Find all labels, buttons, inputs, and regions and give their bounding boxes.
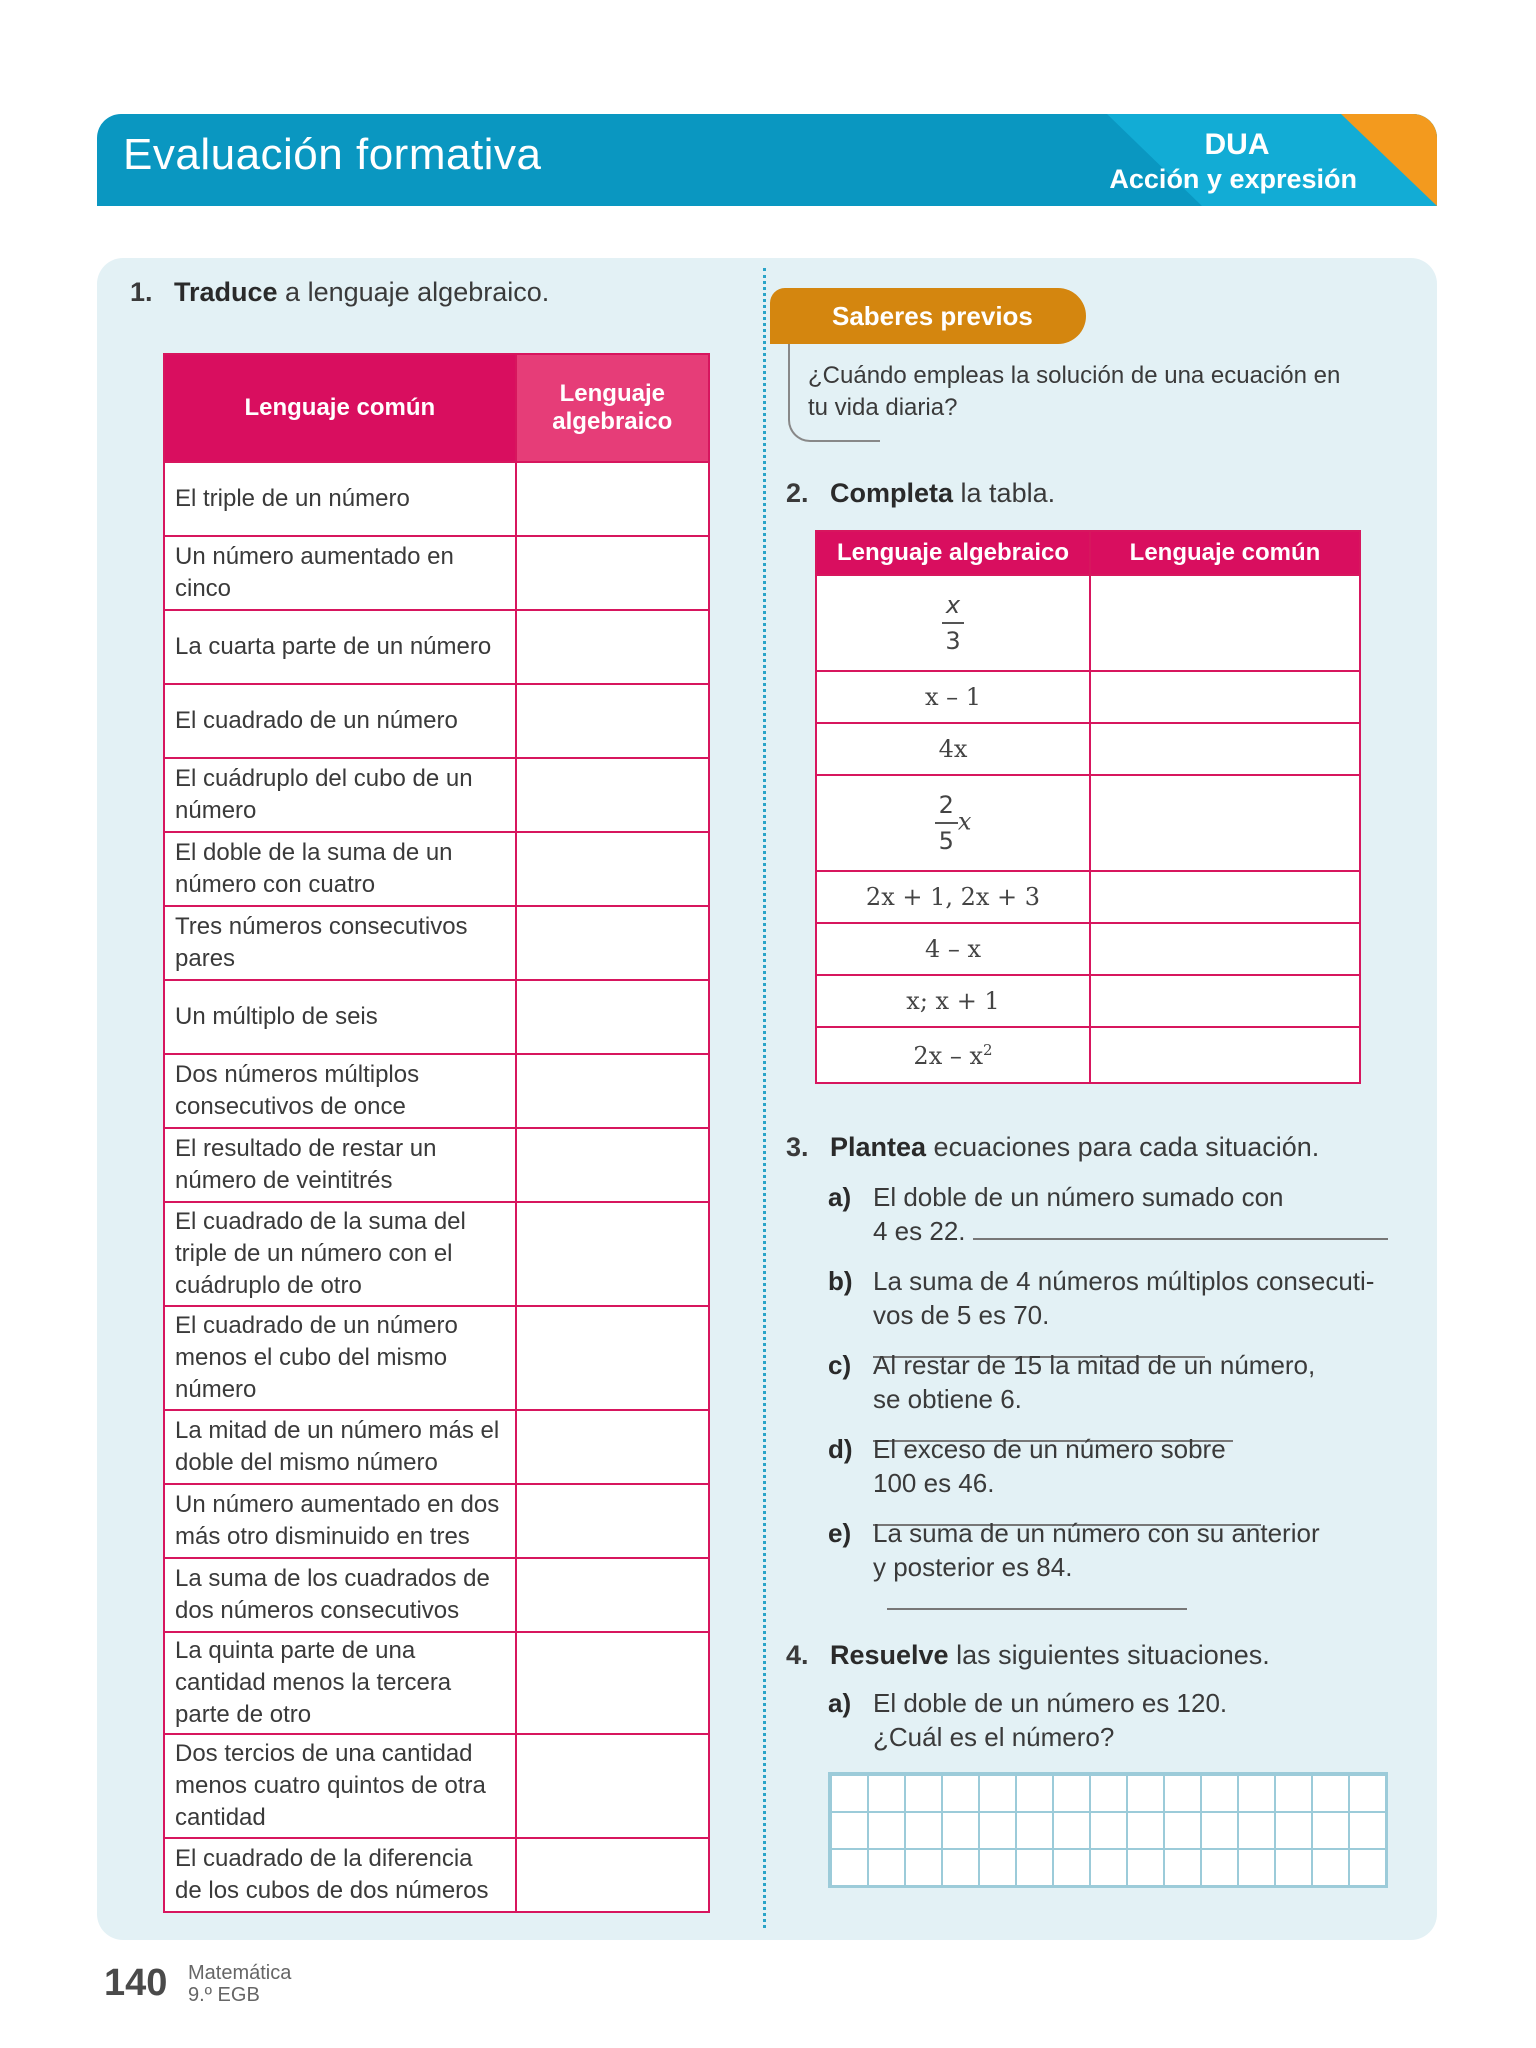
answer-cell[interactable] [516,980,709,1054]
grade-level: 9.º EGB [188,1984,260,2006]
item-text-line1: El doble de un número sumado con [873,1182,1284,1212]
answer-cell[interactable] [516,1838,709,1912]
q2-number: 2. [786,478,809,508]
answer-cell[interactable] [516,1558,709,1632]
table-row [816,575,1360,671]
row-label: La mitad de un número más el doble del mismo número [164,1410,516,1484]
table-row [164,610,709,684]
item-text-line2: vos de 5 es 70. [873,1300,1050,1330]
table-row [164,906,709,980]
row-label: El resultado de restar un número de veintitrés [164,1128,516,1202]
saberes-previos-label: Saberes previos [770,288,1086,344]
item-text-line2: y posterior es 84. [873,1552,1073,1582]
page-title: Evaluación formativa [123,130,542,179]
table-row [816,1027,1360,1083]
item-text-line2: 4 es 22. [873,1216,966,1246]
saberes-question: ¿Cuándo empleas la solución de una ecuación en tu vida diaria? [808,362,1341,421]
dua-badge-title: DUA [1204,128,1270,161]
item-text-line1: La suma de un número con su anterior [873,1518,1320,1548]
answer-cell[interactable] [516,1484,709,1558]
expression-cell: x; x + 1 [816,975,1090,1027]
table-row [816,975,1360,1027]
q1-col-header-common: Lenguaje común [164,354,516,462]
q2-table-header-row [816,531,1360,575]
answer-cell[interactable] [1090,775,1360,871]
q2-instruction: la tabla. [953,478,1056,508]
table-row [816,723,1360,775]
expression-cell [816,1027,1090,1083]
item-text-line1: El exceso de un número sobre [873,1434,1226,1464]
answer-cell[interactable] [1090,923,1360,975]
row-label: La cuarta parte de un número [164,610,516,684]
q2-col-header-common: Lenguaje común [1090,531,1360,575]
item-text-line1: La suma de 4 números múltiplos consecuti- [873,1266,1375,1296]
q2-verb: Completa [830,478,954,508]
table-row [816,775,1360,871]
table-row [816,871,1360,923]
row-label: Un número aumentado en cinco [164,536,516,610]
q3-number: 3. [786,1132,809,1162]
answer-line[interactable] [887,1586,1187,1610]
row-label: El cuadrado de un número [164,684,516,758]
table-row [164,1734,709,1838]
item-text-line1: Al restar de 15 la mitad de un número, [873,1350,1316,1380]
answer-cell[interactable] [516,906,709,980]
row-label: La quinta parte de una cantidad menos la tercera parte de otro [164,1632,516,1734]
answer-grid[interactable] [828,1772,1388,1888]
row-label: El cuadrado de la diferencia de los cubos de dos números [164,1838,516,1912]
answer-cell[interactable] [516,832,709,906]
answer-cell[interactable] [516,1202,709,1306]
answer-cell[interactable] [516,1128,709,1202]
table-row [164,1484,709,1558]
q1-instruction: a lenguaje algebraico. [277,277,550,307]
q1-heading [130,277,549,308]
row-label: El cuadrado de un número menos el cubo del mismo número [164,1306,516,1410]
item-letter: c) [828,1350,852,1380]
answer-cell[interactable] [516,1054,709,1128]
row-label: El cuadrado de la suma del triple de un número con el cuádruplo de otro [164,1202,516,1306]
answer-cell[interactable] [516,1410,709,1484]
table-row [164,1632,709,1734]
item-letter: a) [828,1182,852,1212]
footer-subject [188,1962,291,2006]
row-label: Dos tercios de una cantidad menos cuatro quintos de otra cantidad [164,1734,516,1838]
dua-badge-subtitle: Acción y expresión [1109,164,1357,194]
expression-cell [816,575,1090,671]
fraction-denominator: 5 [938,827,954,855]
q1-table-header-row [164,354,709,462]
table-row [164,1558,709,1632]
row-label: El doble de la suma de un número con cuatro [164,832,516,906]
table-row [164,1128,709,1202]
item-text-line2: ¿Cuál es el número? [873,1722,1115,1752]
item-text-line1: El doble de un número es 120. [873,1688,1228,1718]
table-row [164,832,709,906]
answer-cell[interactable] [1090,671,1360,723]
item-text-line2: 100 es 46. [873,1468,995,1498]
fraction-numerator: x [942,588,964,624]
q2-table [815,530,1361,1084]
expression-exponent: 2 [983,1040,993,1059]
q3-item-e [828,1516,1388,1618]
q4-verb: Resuelve [830,1640,949,1670]
expression-cell: 2x + 1, 2x + 3 [816,871,1090,923]
item-letter: b) [828,1266,853,1296]
expression-cell: x – 1 [816,671,1090,723]
subject-name: Matemática [188,1962,292,1984]
table-row [164,462,709,536]
q1-verb: Traduce [174,277,278,307]
q4-number: 4. [786,1640,809,1670]
page-number: 140 [104,1962,168,2004]
item-text-line2: se obtiene 6. [873,1384,1022,1414]
q3-verb: Plantea [830,1132,927,1162]
answer-cell[interactable] [516,758,709,832]
q3-item-a [828,1180,1388,1248]
row-label: El cuádruplo del cubo de un número [164,758,516,832]
table-row [164,684,709,758]
table-row [164,758,709,832]
q4-item-a [828,1686,1388,1754]
fraction-2-over-5 [935,788,958,858]
q3-instruction: ecuaciones para cada situación. [926,1132,1320,1162]
answer-cell[interactable] [516,462,709,536]
row-label: La suma de los cuadrados de dos números consecutivos [164,1558,516,1632]
table-row [164,1054,709,1128]
expression-base: 2x – x [913,1041,984,1070]
row-label: Un múltiplo de seis [164,980,516,1054]
item-letter: d) [828,1434,853,1464]
q1-col-header-algebraic: Lenguaje algebraico [516,354,709,462]
table-row [164,980,709,1054]
q2-col-header-algebraic: Lenguaje algebraico [816,531,1090,575]
q2-heading [786,478,1055,509]
table-row [164,1410,709,1484]
answer-cell[interactable] [516,1306,709,1410]
fraction-numerator: 2 [935,788,958,824]
answer-cell[interactable] [516,536,709,610]
table-row [816,671,1360,723]
expression-cell: 4 – x [816,923,1090,975]
answer-cell[interactable] [1090,975,1360,1027]
row-label: Un número aumentado en dos más otro disminuido en tres [164,1484,516,1558]
answer-cell[interactable] [516,1734,709,1838]
answer-cell[interactable] [1090,723,1360,775]
fraction-x-over-3 [942,588,964,658]
q3-heading [786,1132,1319,1163]
row-label: Tres números consecutivos pares [164,906,516,980]
fraction-denominator: 3 [945,627,961,655]
column-divider [763,268,766,1928]
row-label: Dos números múltiplos consecutivos de once [164,1054,516,1128]
q1-number: 1. [130,277,153,307]
answer-cell[interactable] [1090,575,1360,671]
answer-cell[interactable] [516,610,709,684]
row-label: El triple de un número [164,462,516,536]
header-banner [97,114,1437,206]
q4-instruction: las siguientes situaciones. [948,1640,1270,1670]
expression-cell: 4x [816,723,1090,775]
answer-cell[interactable] [1090,871,1360,923]
table-row [164,1202,709,1306]
item-letter: e) [828,1518,852,1548]
answer-cell[interactable] [1090,1027,1360,1083]
expression-cell [816,775,1090,871]
answer-cell[interactable] [516,684,709,758]
fraction-variable: x [957,807,972,836]
answer-line[interactable] [973,1216,1388,1240]
q4-heading [786,1640,1270,1671]
q1-table [163,353,710,1913]
item-letter: a) [828,1688,852,1718]
table-row [164,1838,709,1912]
table-row [164,1306,709,1410]
table-row [816,923,1360,975]
answer-cell[interactable] [516,1632,709,1734]
table-row [164,536,709,610]
